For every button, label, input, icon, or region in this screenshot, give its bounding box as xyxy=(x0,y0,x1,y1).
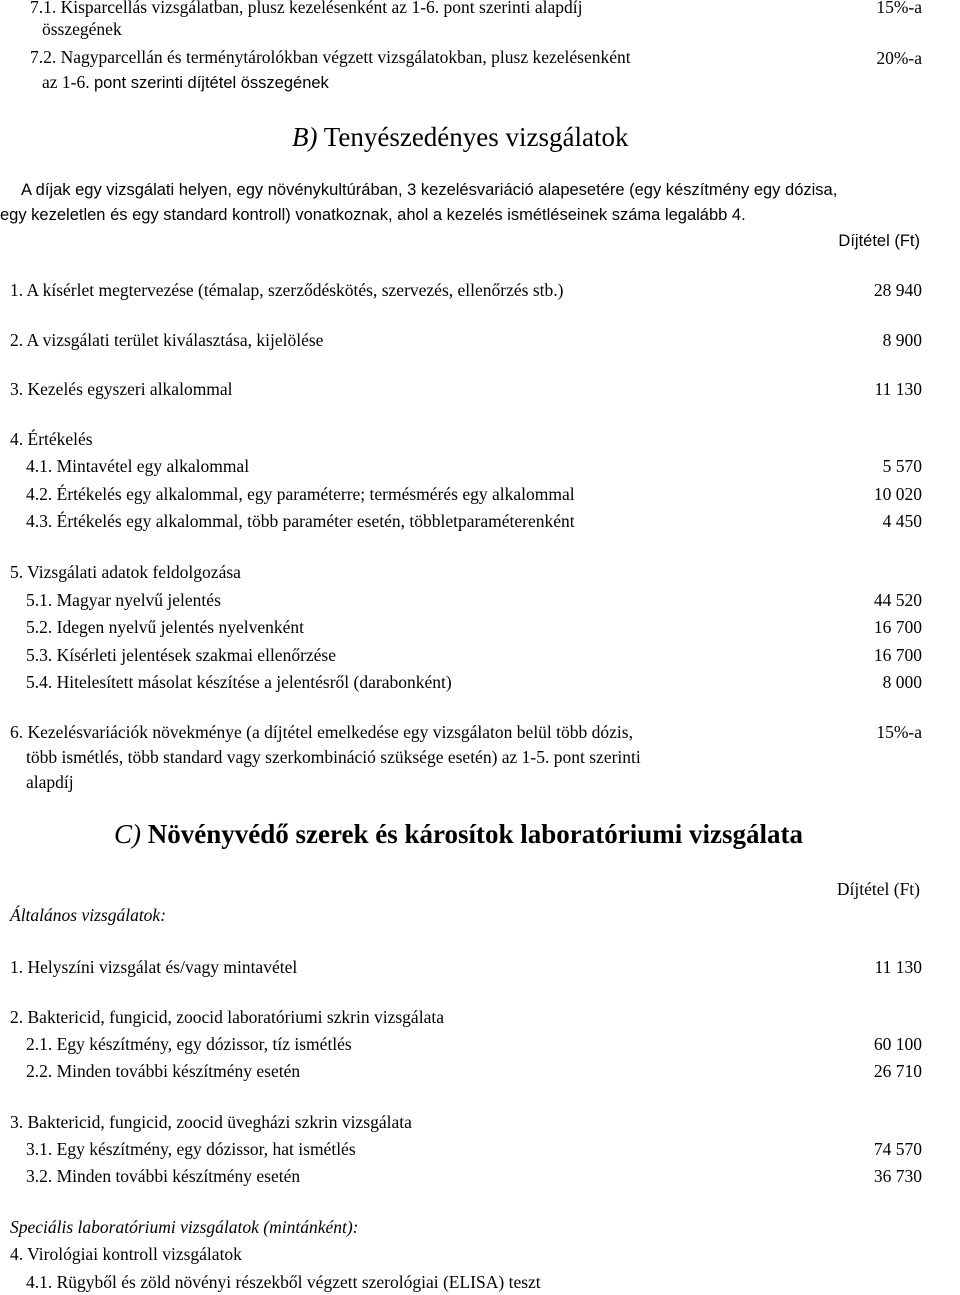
b-item-2-fee: 8 900 xyxy=(882,330,922,350)
c-item-1: 1. Helyszíni vizsgálat és/vagy mintavétel xyxy=(10,957,298,977)
b-item-2: 2. A vizsgálati terület kiválasztása, kijelölése xyxy=(10,330,324,350)
row-7-1-text-cont: összegének xyxy=(42,19,122,39)
section-c-general-label: Általános vizsgálatok: xyxy=(10,905,167,925)
row-7-1-value: 15%-a xyxy=(876,0,922,17)
b-item-5-2-fee: 16 700 xyxy=(873,617,922,637)
row-7-2-text-cont-a: az 1-6. xyxy=(42,72,90,92)
c-item-3-2: 3.2. Minden további készítmény esetén xyxy=(26,1166,301,1186)
c-item-3-2-fee: 36 730 xyxy=(873,1166,922,1186)
c-item-3-1-fee: 74 570 xyxy=(873,1139,922,1159)
b-item-5-4-fee: 8 000 xyxy=(882,672,922,692)
row-7-1-text: 7.1. Kisparcellás vizsgálatban, plusz kezelésenként az 1-6. pont szerinti alapdíj xyxy=(30,0,583,17)
b-item-5-4: 5.4. Hitelesített másolat készítése a jelentésről (darabonként) xyxy=(26,672,452,692)
b-item-1: 1. A kísérlet megtervezése (témalap, szerződéskötés, szervezés, ellenőrzés stb.) xyxy=(10,280,564,300)
section-c-special-label: Speciális laboratóriumi vizsgálatok (mintánként): xyxy=(10,1217,359,1237)
section-c-title: Növényvédő szerek és károsítok laboratóriumi vizsgálata xyxy=(147,819,803,849)
c-item-2-2: 2.2. Minden további készítmény esetén xyxy=(26,1061,301,1081)
c-item-2-1: 2.1. Egy készítmény, egy dózissor, tíz ismétlés xyxy=(26,1034,352,1054)
b-item-5-3: 5.3. Kísérleti jelentések szakmai ellenőrzése xyxy=(26,645,337,665)
b-item-5-2: 5.2. Idegen nyelvű jelentés nyelvenként xyxy=(26,617,304,637)
c-item-3-1: 3.1. Egy készítmény, egy dózissor, hat ismétlés xyxy=(26,1139,356,1159)
row-7-2-text: 7.2. Nagyparcellán és terménytárolókban végzett vizsgálatokban, plusz kezelésenként xyxy=(30,47,631,67)
b-item-5-3-fee: 16 700 xyxy=(873,645,922,665)
b-item-6-line3: alapdíj xyxy=(26,772,74,792)
row-7-2-text-cont-b: pont szerinti díjtétel összegének xyxy=(94,74,329,92)
c-item-2-2-fee: 26 710 xyxy=(873,1061,922,1081)
b-item-5-1-fee: 44 520 xyxy=(873,590,922,610)
c-item-4-1: 4.1. Rügyből és zöld növényi részekből végzett szerológiai (ELISA) teszt xyxy=(26,1272,541,1292)
b-item-4-2: 4.2. Értékelés egy alkalommal, egy paraméterre; termésmérés egy alkalommal xyxy=(26,484,575,504)
c-item-2: 2. Baktericid, fungicid, zoocid laboratóriumi szkrin vizsgálata xyxy=(10,1007,444,1027)
c-item-3: 3. Baktericid, fungicid, zoocid üvegházi szkrin vizsgálata xyxy=(10,1112,412,1132)
b-item-4-2-fee: 10 020 xyxy=(873,484,922,504)
b-item-4-1: 4.1. Mintavétel egy alkalommal xyxy=(26,456,250,476)
b-item-1-fee: 28 940 xyxy=(873,280,922,300)
c-item-4: 4. Virológiai kontroll vizsgálatok xyxy=(10,1244,242,1264)
b-item-5-1: 5.1. Magyar nyelvű jelentés xyxy=(26,590,221,610)
b-item-4-1-fee: 5 570 xyxy=(882,456,922,476)
section-b-intro-line2: egy kezeletlen és egy standard kontroll) vonatkoznak, ahol a kezelés ismétléseinek száma legalább 4. xyxy=(0,206,746,224)
section-c-heading xyxy=(114,817,803,851)
b-item-5: 5. Vizsgálati adatok feldolgozása xyxy=(10,562,241,582)
b-item-3-fee: 11 130 xyxy=(874,379,922,399)
section-b-heading xyxy=(292,120,629,154)
c-item-1-fee: 11 130 xyxy=(874,957,922,977)
row-7-2-text-cont xyxy=(42,71,329,94)
b-item-3: 3. Kezelés egyszeri alkalommal xyxy=(10,379,233,399)
section-c-fee-header: Díjtétel (Ft) xyxy=(836,879,920,899)
row-7-2-value: 20%-a xyxy=(876,48,922,68)
section-b-intro-line1: A díjak egy vizsgálati helyen, egy növénykultúrában, 3 kezelésvariáció alapesetére (egy készítmény egy dózisa, xyxy=(21,181,838,199)
b-item-6-fee: 15%-a xyxy=(876,722,922,742)
c-item-2-1-fee: 60 100 xyxy=(873,1034,922,1054)
section-c-letter: C) xyxy=(114,819,141,849)
section-b-fee-header: Díjtétel (Ft) xyxy=(838,232,920,250)
section-b-letter: B) xyxy=(292,122,318,152)
b-item-4-3-fee: 4 450 xyxy=(882,511,922,531)
section-b-title: Tenyészedényes vizsgálatok xyxy=(323,122,629,152)
b-item-4-3: 4.3. Értékelés egy alkalommal, több paraméter esetén, többletparaméterenként xyxy=(26,511,575,531)
b-item-6-line1: 6. Kezelésvariációk növekménye (a díjtétel emelkedése egy vizsgálaton belül több dózis, xyxy=(10,722,633,742)
b-item-6-line2: több ismétlés, több standard vagy szerkombináció szüksége esetén) az 1-5. pont szerinti xyxy=(26,747,641,767)
b-item-4: 4. Értékelés xyxy=(10,429,93,449)
